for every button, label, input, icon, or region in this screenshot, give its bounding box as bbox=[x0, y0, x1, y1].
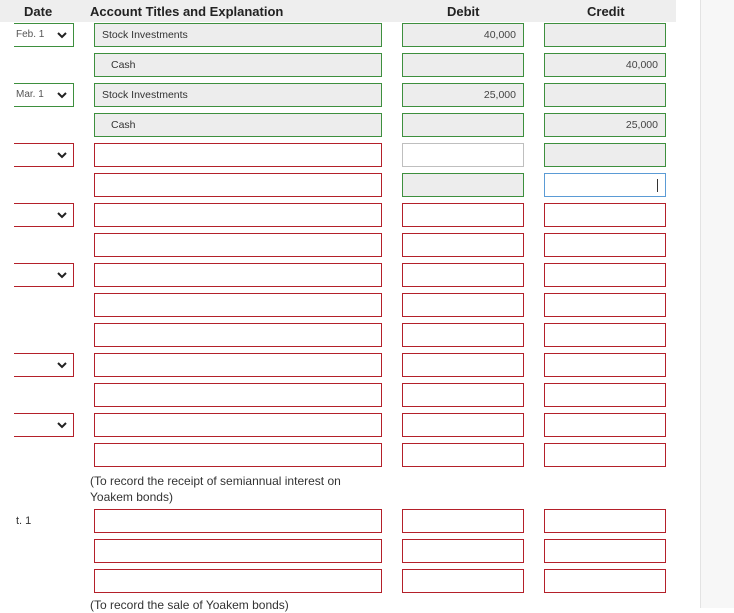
credit-field[interactable] bbox=[544, 53, 666, 77]
credit-field[interactable] bbox=[544, 203, 666, 227]
chevron-down-icon bbox=[57, 90, 67, 100]
debit-field[interactable] bbox=[402, 23, 524, 47]
chevron-down-icon bbox=[57, 420, 67, 430]
credit-field[interactable] bbox=[544, 569, 666, 593]
credit-field[interactable] bbox=[544, 233, 666, 257]
date-column-header: Date bbox=[24, 4, 53, 19]
debit-field[interactable] bbox=[402, 293, 524, 317]
credit-field[interactable] bbox=[544, 353, 666, 377]
account-field[interactable] bbox=[94, 143, 382, 167]
debit-field[interactable] bbox=[402, 83, 524, 107]
debit-field[interactable] bbox=[402, 113, 524, 137]
right-scroll-area bbox=[700, 0, 734, 608]
credit-column-header: Credit bbox=[587, 4, 625, 19]
account-field[interactable] bbox=[94, 443, 382, 467]
partial-date-label: t. 1 bbox=[16, 515, 32, 527]
account-field[interactable] bbox=[94, 293, 382, 317]
date-select[interactable] bbox=[14, 143, 74, 167]
debit-field[interactable] bbox=[402, 413, 524, 437]
credit-field[interactable] bbox=[544, 323, 666, 347]
debit-field[interactable] bbox=[402, 509, 524, 533]
debit-field[interactable] bbox=[402, 233, 524, 257]
account-field[interactable] bbox=[94, 203, 382, 227]
date-select[interactable] bbox=[14, 23, 74, 47]
interest-explanation: (To record the receipt of semiannual interest on Yoakem bonds) bbox=[90, 474, 341, 504]
debit-field[interactable] bbox=[402, 569, 524, 593]
debit-field[interactable] bbox=[402, 383, 524, 407]
credit-field[interactable] bbox=[544, 383, 666, 407]
debit-field[interactable] bbox=[402, 203, 524, 227]
debit-field[interactable] bbox=[402, 53, 524, 77]
account-field[interactable] bbox=[94, 233, 382, 257]
account-field[interactable] bbox=[94, 569, 382, 593]
date-select[interactable] bbox=[14, 353, 74, 377]
text-cursor bbox=[657, 179, 658, 192]
chevron-down-icon bbox=[57, 360, 67, 370]
credit-field-focused[interactable] bbox=[544, 173, 666, 197]
debit-field[interactable] bbox=[402, 353, 524, 377]
credit-field[interactable] bbox=[544, 539, 666, 563]
credit-field[interactable] bbox=[544, 509, 666, 533]
debit-field[interactable] bbox=[402, 143, 524, 167]
account-field[interactable] bbox=[94, 173, 382, 197]
date-select[interactable] bbox=[14, 203, 74, 227]
credit-field[interactable] bbox=[544, 23, 666, 47]
credit-field[interactable] bbox=[544, 83, 666, 107]
account-field[interactable] bbox=[94, 413, 382, 437]
credit-value: 40,000 bbox=[625, 59, 658, 71]
account-field[interactable] bbox=[94, 53, 382, 77]
date-select[interactable] bbox=[14, 263, 74, 287]
account-value: Cash bbox=[111, 119, 136, 131]
account-field[interactable] bbox=[94, 23, 382, 47]
account-value: Stock Investments bbox=[102, 89, 188, 101]
debit-field[interactable] bbox=[402, 323, 524, 347]
date-select-value: Mar. 1 bbox=[16, 89, 44, 100]
debit-field[interactable] bbox=[402, 443, 524, 467]
account-field[interactable] bbox=[94, 539, 382, 563]
chevron-down-icon bbox=[57, 210, 67, 220]
account-field[interactable] bbox=[94, 323, 382, 347]
credit-field[interactable] bbox=[544, 293, 666, 317]
credit-field[interactable] bbox=[544, 113, 666, 137]
credit-field[interactable] bbox=[544, 443, 666, 467]
debit-field[interactable] bbox=[402, 173, 524, 197]
credit-field[interactable] bbox=[544, 143, 666, 167]
credit-value: 25,000 bbox=[625, 119, 658, 131]
credit-field[interactable] bbox=[544, 413, 666, 437]
date-select[interactable] bbox=[14, 83, 74, 107]
account-field[interactable] bbox=[94, 383, 382, 407]
debit-value: 25,000 bbox=[483, 89, 516, 101]
debit-field[interactable] bbox=[402, 539, 524, 563]
debit-field[interactable] bbox=[402, 263, 524, 287]
account-column-header: Account Titles and Explanation bbox=[90, 4, 284, 19]
debit-value: 40,000 bbox=[483, 29, 516, 41]
account-field[interactable] bbox=[94, 113, 382, 137]
credit-field[interactable] bbox=[544, 263, 666, 287]
date-select-value: Feb. 1 bbox=[16, 29, 45, 40]
debit-column-header: Debit bbox=[447, 4, 480, 19]
account-field[interactable] bbox=[94, 263, 382, 287]
sale-explanation: (To record the sale of Yoakem bonds) bbox=[90, 598, 289, 612]
account-value: Cash bbox=[111, 59, 136, 71]
journal-header bbox=[0, 0, 676, 22]
account-field[interactable] bbox=[94, 83, 382, 107]
chevron-down-icon bbox=[57, 270, 67, 280]
chevron-down-icon bbox=[57, 150, 67, 160]
account-field[interactable] bbox=[94, 509, 382, 533]
account-field[interactable] bbox=[94, 353, 382, 377]
account-value: Stock Investments bbox=[102, 29, 188, 41]
chevron-down-icon bbox=[57, 30, 67, 40]
date-select[interactable] bbox=[14, 413, 74, 437]
